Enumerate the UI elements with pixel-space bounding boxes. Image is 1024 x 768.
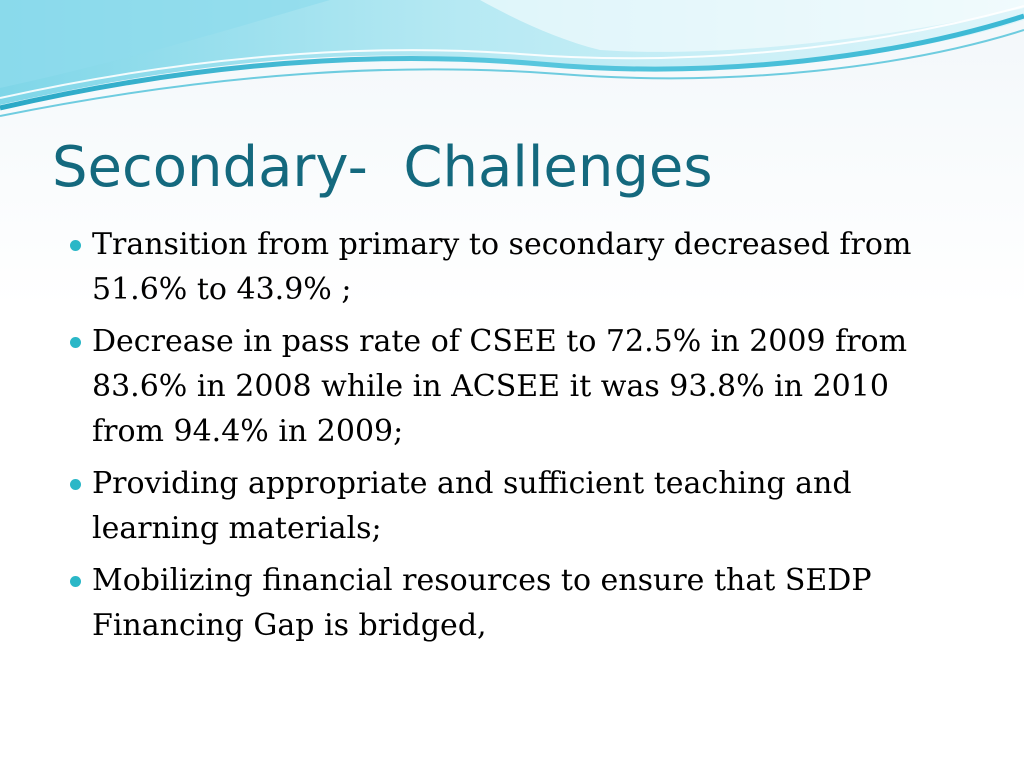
bullet-item: [62, 558, 962, 648]
bullet-text: Mobilizing financial resources to ensure that SEDP Financing Gap is bridged,: [92, 563, 872, 643]
bullet-item: [62, 461, 962, 551]
slide-title: Secondary- Challenges: [52, 135, 713, 200]
bullet-text: Providing appropriate and sufficient teaching and learning materials;: [92, 466, 852, 546]
header-wave-decoration: [0, 0, 1024, 130]
bullet-circle-icon: [70, 576, 81, 587]
bullet-circle-icon: [70, 240, 81, 251]
bullet-circle-icon: [70, 337, 81, 348]
bullet-list: [62, 222, 962, 655]
bullet-item: [62, 222, 962, 312]
bullet-text: Transition from primary to secondary decreased from 51.6% to 43.9% ;: [92, 227, 912, 307]
bullet-circle-icon: [70, 479, 81, 490]
bullet-text: Decrease in pass rate of CSEE to 72.5% in 2009 from 83.6% in 2008 while in ACSEE it was 93.8% in 2010 from 94.4% in 2009;: [92, 324, 908, 449]
bullet-item: [62, 319, 962, 454]
